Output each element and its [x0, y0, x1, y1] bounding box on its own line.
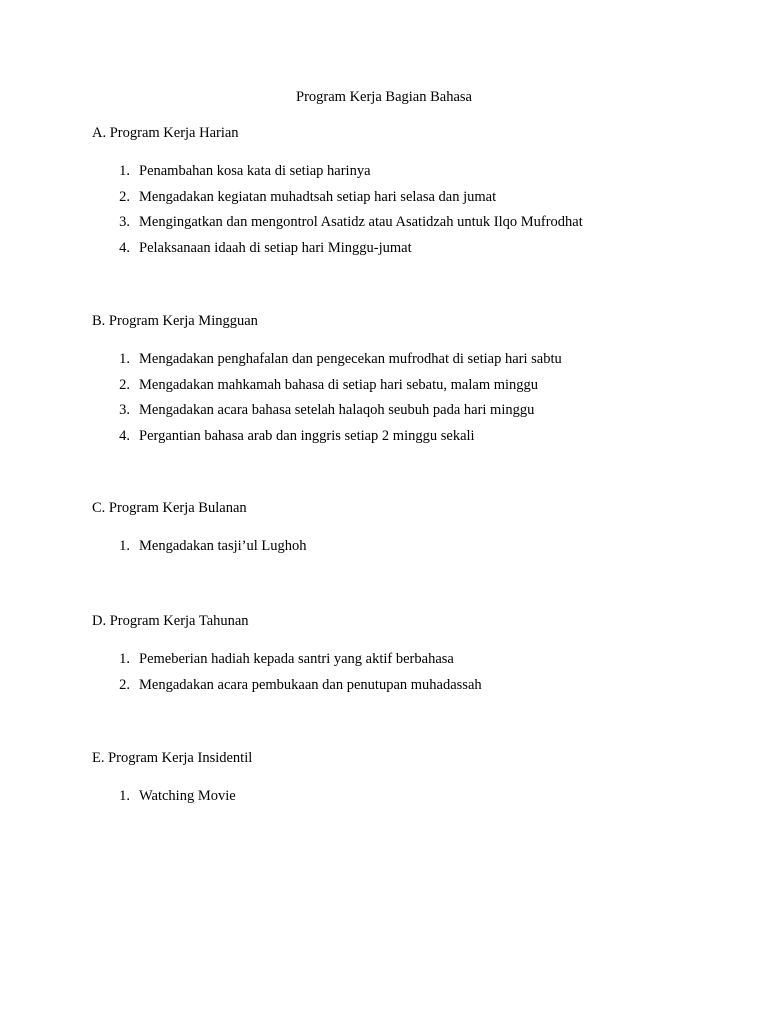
item-list	[92, 350, 728, 452]
item-number: 4.	[119, 239, 130, 256]
item-number: 1.	[119, 788, 130, 804]
list-item	[92, 162, 728, 188]
item-number: 3.	[119, 402, 130, 418]
item-list	[92, 537, 728, 563]
section-heading: C. Program Kerja Bulanan	[92, 500, 247, 516]
item-text: Pemeberian hadiah kepada santri yang aktif berbahasa	[139, 651, 454, 667]
list-item	[92, 376, 728, 402]
section-mingguan	[92, 312, 728, 452]
item-list	[92, 650, 728, 701]
list-item	[92, 239, 728, 265]
list-item	[92, 350, 728, 376]
item-text: Penambahan kosa kata di setiap harinya	[139, 163, 371, 179]
item-list	[92, 162, 728, 264]
item-text: Mengadakan mahkamah bahasa di setiap hari sebatu, malam minggu	[139, 376, 539, 393]
item-number: 1.	[119, 651, 130, 667]
section-heading: B. Program Kerja Mingguan	[92, 313, 258, 329]
section-heading: D. Program Kerja Tahunan	[92, 613, 249, 629]
item-text: Mengadakan tasji’ul Lughoh	[139, 538, 307, 554]
item-number: 2.	[119, 376, 130, 393]
section-insidentil	[92, 749, 728, 813]
item-number: 1.	[119, 538, 130, 554]
item-number: 2.	[119, 188, 130, 205]
list-item	[92, 787, 728, 813]
list-item	[92, 401, 728, 427]
item-number: 4.	[119, 427, 130, 444]
item-text: Mengadakan acara bahasa setelah halaqoh seubuh pada hari minggu	[139, 402, 535, 418]
document-title: Program Kerja Bagian Bahasa	[296, 89, 472, 105]
section-harian	[92, 124, 728, 264]
item-number: 1.	[119, 163, 130, 179]
list-item	[92, 650, 728, 676]
item-number: 1.	[119, 351, 130, 367]
item-number: 3.	[119, 214, 130, 230]
item-text: Watching Movie	[139, 788, 236, 804]
list-item	[92, 676, 728, 702]
item-text: Mengadakan penghafalan dan pengecekan mufrodhat di setiap hari sabtu	[139, 351, 562, 367]
item-text: Mengadakan acara pembukaan dan penutupan muhadassah	[139, 676, 482, 693]
item-text: Mengadakan kegiatan muhadtsah setiap hari selasa dan jumat	[139, 188, 497, 205]
item-list	[92, 787, 728, 813]
section-heading: E. Program Kerja Insidentil	[92, 750, 253, 766]
section-heading: A. Program Kerja Harian	[92, 125, 239, 141]
item-text: Pergantian bahasa arab dan inggris setiap 2 minggu sekali	[139, 427, 475, 444]
section-bulanan	[92, 499, 728, 563]
list-item	[92, 188, 728, 214]
item-text: Pelaksanaan idaah di setiap hari Minggu-jumat	[139, 239, 412, 256]
item-text: Mengingatkan dan mengontrol Asatidz atau Asatidzah untuk Ilqo Mufrodhat	[139, 214, 583, 230]
section-tahunan	[92, 612, 728, 701]
list-item	[92, 213, 728, 239]
list-item	[92, 537, 728, 563]
item-number: 2.	[119, 676, 130, 693]
list-item	[92, 427, 728, 453]
